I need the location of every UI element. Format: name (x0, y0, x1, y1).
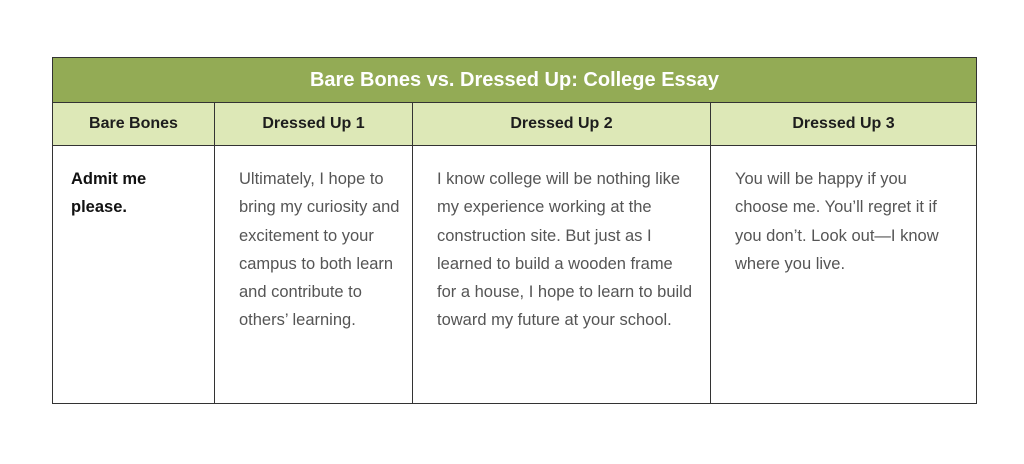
header-dressed-up-2: Dressed Up 2 (413, 103, 711, 146)
table-title-row (53, 58, 977, 103)
cell-dressed-up-3: You will be happy if you choose me. You’ll regret it if you don’t. Look out—I know where you live. (711, 146, 977, 404)
cell-dressed-up-2: I know college will be nothing like my experience working at the construction site. But just as I learned to build a wooden frame for a house, I hope to learn to build toward my future at your school. (413, 146, 711, 404)
table-header-row (53, 103, 977, 146)
header-dressed-up-1: Dressed Up 1 (215, 103, 413, 146)
header-dressed-up-3: Dressed Up 3 (711, 103, 977, 146)
cell-dressed-up-1: Ultimately, I hope to bring my curiosity and excitement to your campus to both learn and contribute to others’ learning. (215, 146, 413, 404)
table-row (53, 146, 977, 404)
header-bare-bones: Bare Bones (53, 103, 215, 146)
essay-comparison-table (52, 57, 977, 404)
table-title: Bare Bones vs. Dressed Up: College Essay (53, 58, 977, 103)
cell-bare-bones: Admit me please. (53, 146, 215, 404)
